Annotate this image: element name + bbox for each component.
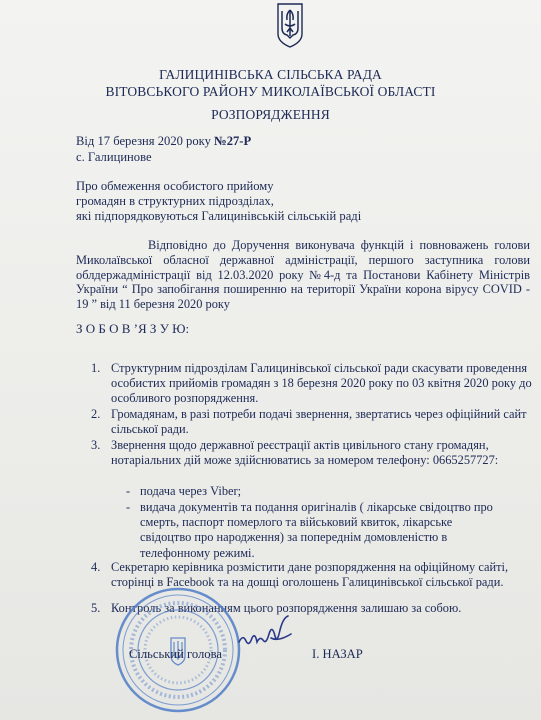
preamble: Відповідно до Доручення виконувача функцій і повноважень голови Миколаївської обласної державної адміністрації, першого заступника голови облдержадміністрації від 12.03.2020 року №4-д та Постанови Кабінету Міністрів України “ Про запобігання поширенню на території України корона вірусу COVID - 19 ” від 11 березня 2020 року <box>76 238 530 312</box>
council-name: ГАЛИЦИНІВСЬКА СІЛЬСЬКА РАДА <box>159 67 382 82</box>
item-number-5: 5. <box>91 601 101 615</box>
item-number-1: 1. <box>91 361 101 375</box>
signer-title: Сільський голова <box>129 647 222 661</box>
item-1: Структурним підрозділам Галицинівської сільської ради скасувати проведення особистих прийомів громадян з 18 березня 2020 року по 03 квітня 2020 року до особливого розпорядження. <box>111 361 532 406</box>
subject-line-1: Про обмеження особистого прийому <box>76 179 274 193</box>
subject-line-2: громадян в структурних підрозділах, <box>76 194 274 208</box>
item-number-2: 2. <box>91 407 101 421</box>
handwritten-signature-icon <box>236 612 294 654</box>
signer-name: І. НАЗАР <box>312 647 363 661</box>
item-2: Громадянам, в разі потреби подачі звернення, звертатись через офіційний сайт сільської ради. <box>111 407 527 437</box>
district-name: ВІТОВСЬКОГО РАЙОНУ МИКОЛАЇВСЬКОЇ ОБЛАСТІ <box>105 84 436 99</box>
document-place: с. Галицинове <box>76 150 152 164</box>
subitem-1: подача через Viber; <box>140 484 242 498</box>
subject-line-3: які підпорядковуються Галицинівській сільській раді <box>76 209 362 223</box>
document-type: РОЗПОРЯДЖЕННЯ <box>211 107 330 122</box>
document-number: №27-Р <box>214 134 252 148</box>
item-3: Звернення щодо державної реєстрації актів цивільного стану громадян, нотаріальних дій може здійснюватись за номером телефону: 0665257727: <box>111 438 499 468</box>
subitem-dash-1: - <box>126 484 131 498</box>
document-date <box>76 134 251 149</box>
item-number-4: 4. <box>91 560 101 574</box>
oblige-heading: З О Б О В ’Я З У Ю: <box>76 321 190 336</box>
date-text: Від 17 березня 2020 року <box>76 134 215 148</box>
subitem-dash-2: - <box>126 500 131 514</box>
item-4: Секретарю керівника розмістити дане розпорядження на офіційному сайті, сторінці в Facebook та на дошці оголошень Галицинівської сільської ради. <box>111 560 509 590</box>
item-5: Контроль за виконанням цього розпорядження залишаю за собою. <box>111 601 462 615</box>
item-number-3: 3. <box>91 438 101 452</box>
subitem-2: видача документів та подання оригіналів ( лікарське свідоцтво про смерть, паспорт померлого та військовий квиток, лікарське свідоцтво про народження) за попереднім домовленістю в телефонному режимі. <box>140 500 493 560</box>
coat-of-arms-icon <box>275 2 305 48</box>
